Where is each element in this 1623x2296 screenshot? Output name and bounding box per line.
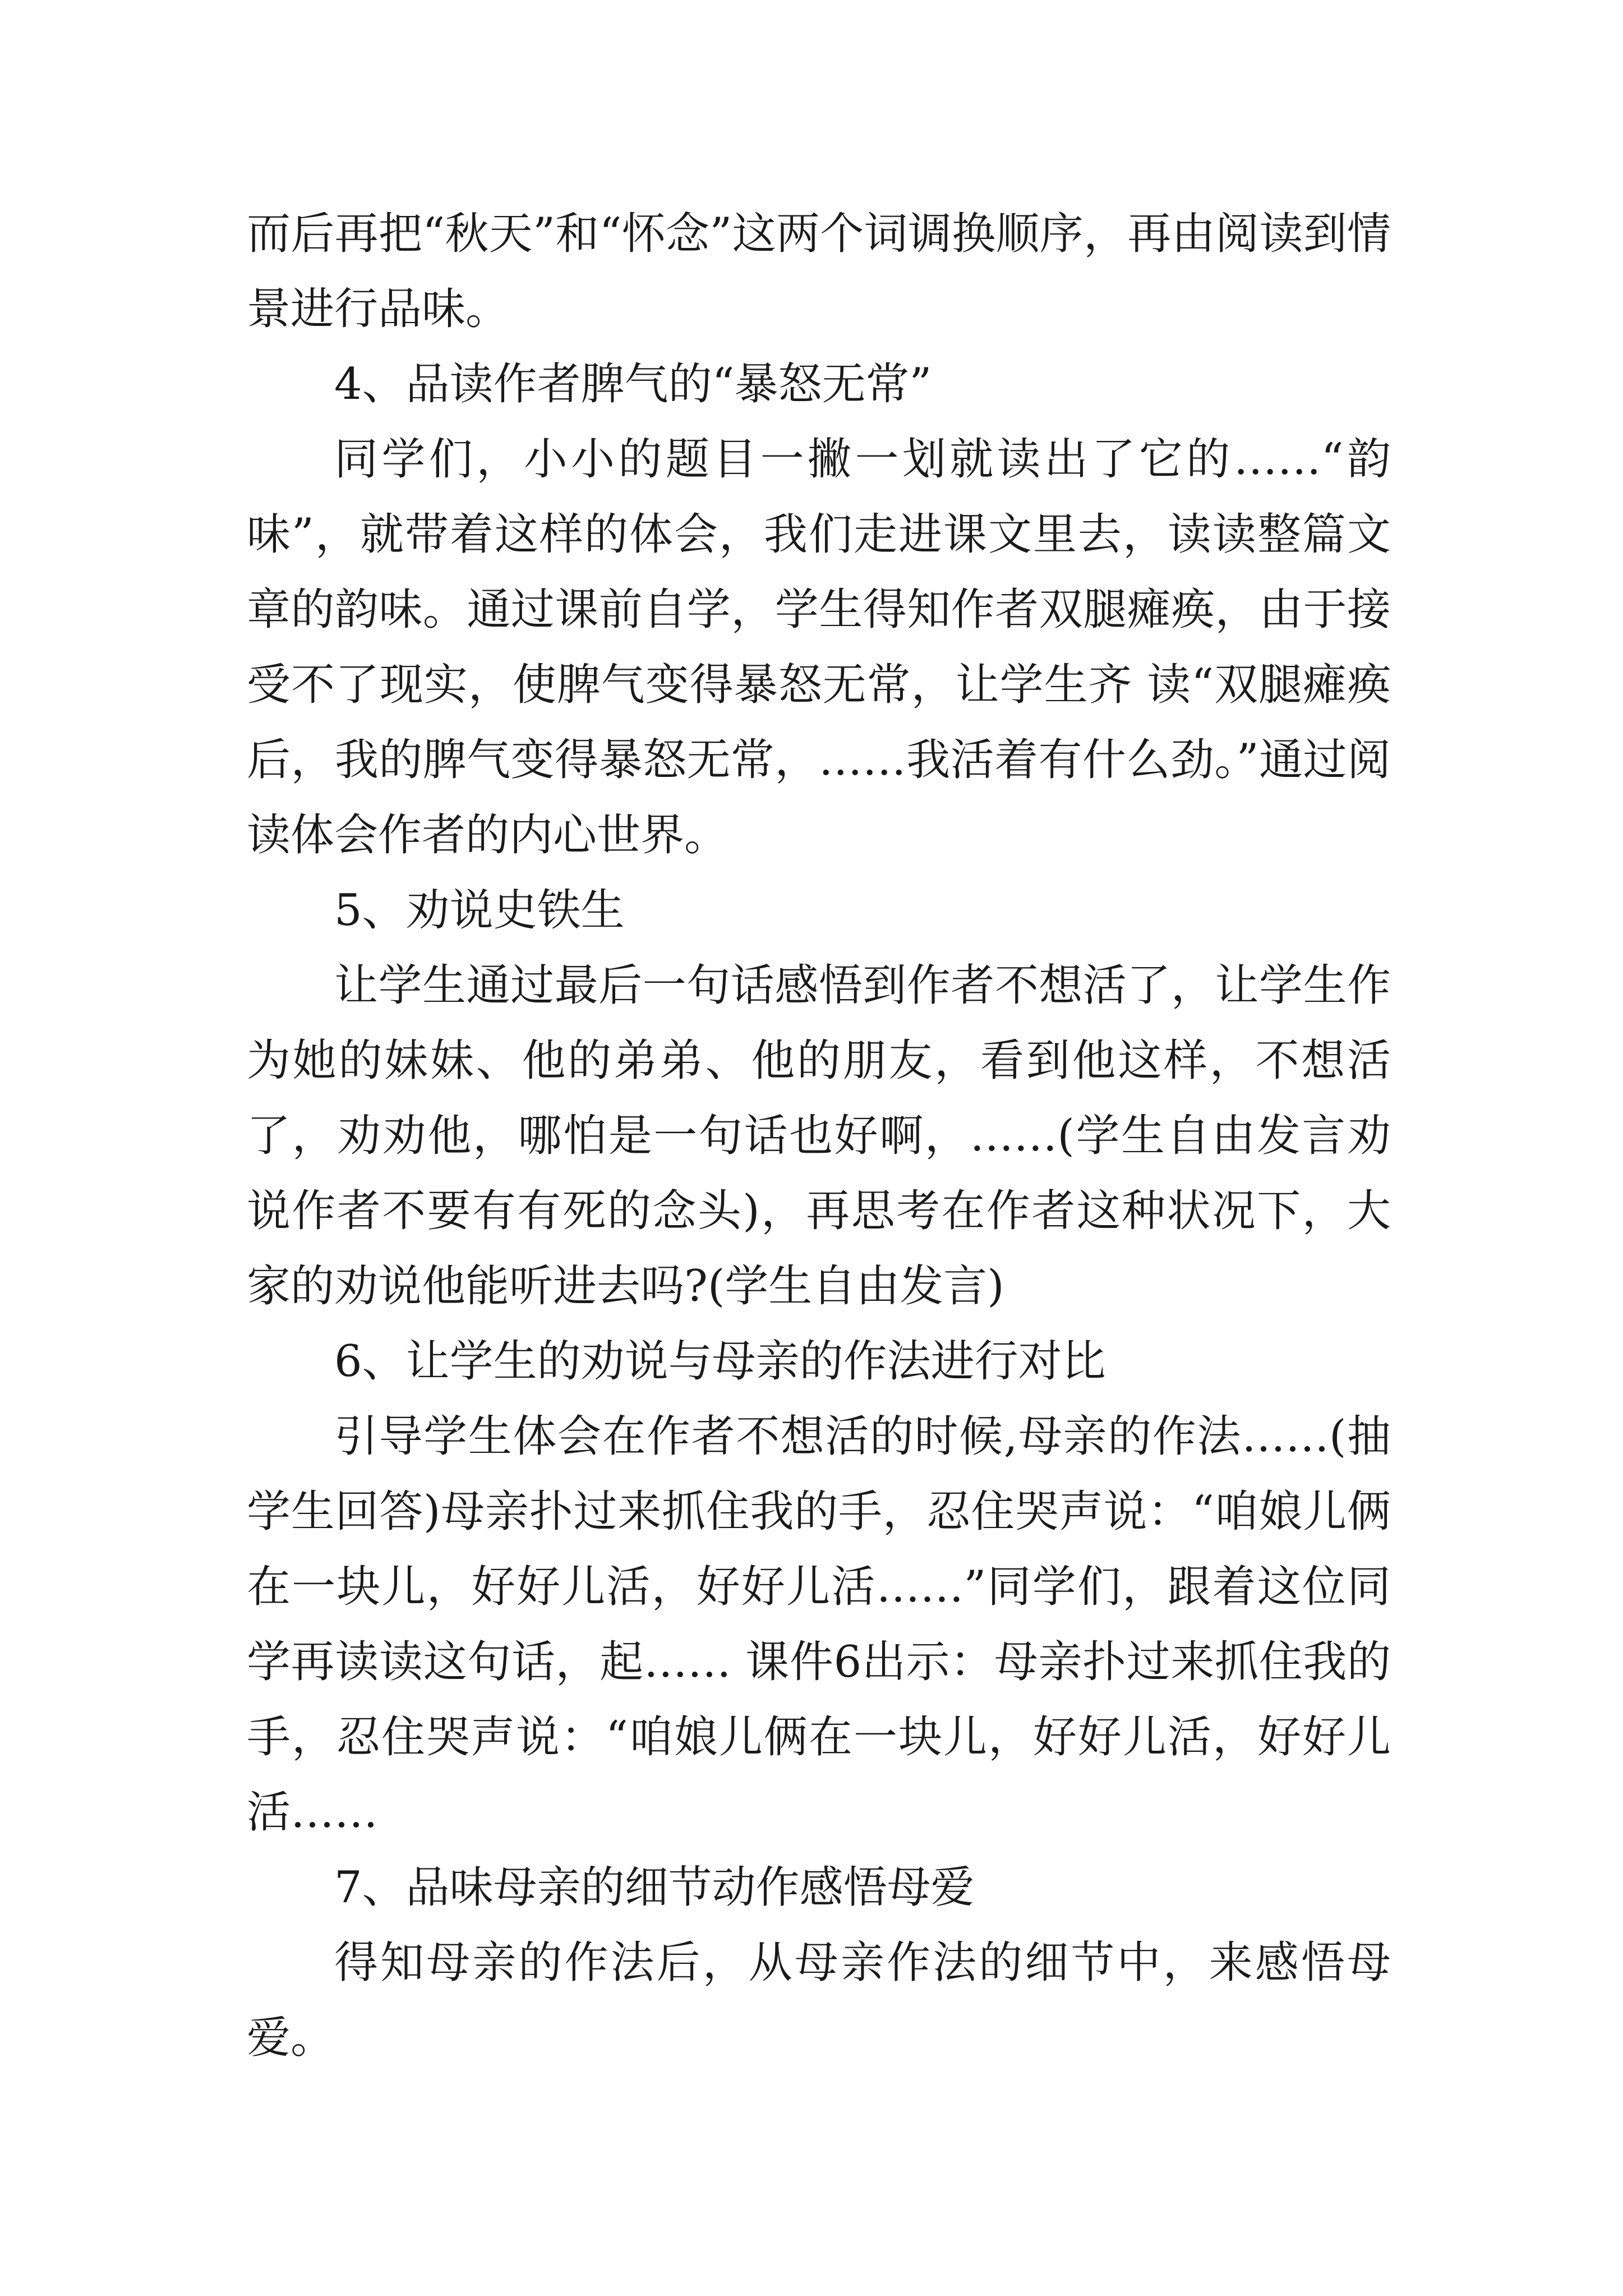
paragraph-intro: 而后再把“秋天”和“怀念”这两个词调换顺序，再由阅读到情景进行品味。 [247, 209, 1391, 334]
paragraph-section-5: 让学生通过最后一句话感悟到作者不想活了，让学生作为她的妹妹、他的弟弟、他的朋友，看到他这样，不想活了，劝劝他，哪怕是一句话也好啊，……(学生自由发言劝说作者不要有有死的念头)，再思考在作者这种状况下，大家的劝说他能听进去吗?(学生自由发言) [247, 960, 1391, 1312]
document-body [247, 196, 1391, 2076]
section-heading-5: 5、劝说史铁生 [334, 885, 625, 936]
section-heading-4: 4、品读作者脾气的“暴怒无常” [334, 359, 932, 409]
paragraph-section-4: 同学们，小小的题目一撇一划就读出了它的……“韵味”，就带着这样的体会，我们走进课文里去，读读整篇文章的韵味。通过课前自学，学生得知作者双腿瘫痪，由于接受不了现实，使脾气变得暴怒无常，让学生齐 读“双腿瘫痪后，我的脾气变得暴怒无常，……我活着有什么劲。”通过阅读体会作者的内心世界。 [247, 434, 1391, 861]
paragraph-section-7: 得知母亲的作法后，从母亲作法的细节中，来感悟母爱。 [247, 1938, 1391, 2063]
paragraph-section-6: 引导学生体会在作者不想活的时候,母亲的作法……(抽学生回答)母亲扑过来抓住我的手，忍住哭声说：“咱娘儿俩在一块儿，好好儿活，好好儿活……”同学们，跟着这位同学再读读这句话，起…… 课件6出示：母亲扑过来抓住我的手，忍住哭声说：“咱娘儿俩在一块儿，好好儿活，好好儿活…… [247, 1411, 1391, 1838]
section-heading-6: 6、让学生的劝说与母亲的作法进行对比 [334, 1336, 1106, 1387]
section-heading-7: 7、品味母亲的细节动作感悟母爱 [334, 1862, 975, 1913]
